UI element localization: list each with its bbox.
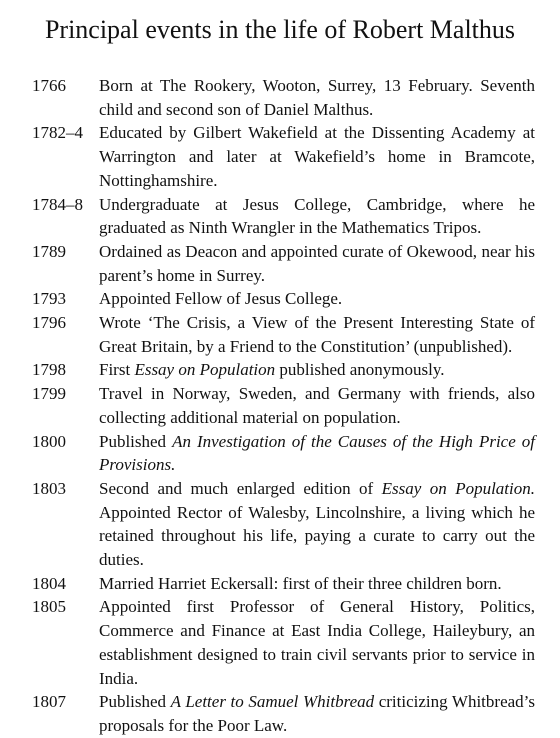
description-text: Appointed Rector of Walesby, Lincolnshire, a living which he retained throughout his life, paying a curate to carry out the duties. (99, 502, 535, 570)
event-year: 1766 (32, 76, 66, 95)
description-text: Appointed Fellow of Jesus College. (99, 289, 343, 309)
italic-title-text: Essay on Population. (381, 478, 535, 498)
event-description (99, 690, 535, 737)
event-entry (0, 595, 560, 690)
event-entry (0, 193, 560, 240)
event-description (99, 595, 535, 690)
event-entry (0, 358, 560, 382)
event-year: 1782–4 (32, 123, 83, 143)
event-year: 1803 (32, 478, 66, 498)
event-description (99, 74, 535, 121)
description-text: Married Harriet Eckersall: first of their three children born. (99, 573, 502, 593)
event-entry (0, 74, 560, 121)
page-title: Principal events in the life of Robert Malthus (44, 15, 516, 44)
event-description (99, 477, 535, 572)
description-text: Born at The Rookery, Wooton, Surrey, 13 February. Seventh child and second son of Daniel Malthus. (99, 76, 535, 119)
description-text: Travel in Norway, Sweden, and Germany with friends, also collecting additional material on population. (99, 384, 535, 427)
event-entry (0, 572, 560, 596)
italic-title-text: A Letter to Samuel Whitbread (170, 692, 375, 712)
event-description (99, 121, 535, 192)
event-year: 1799 (32, 384, 66, 404)
event-entry (0, 287, 560, 311)
event-year: 1800 (32, 431, 66, 451)
event-description (99, 240, 535, 287)
event-year: 1784–8 (32, 194, 83, 214)
event-list (0, 74, 560, 738)
event-year: 1805 (32, 597, 66, 617)
description-text: First (99, 360, 135, 380)
event-description (99, 287, 535, 311)
description-text: Educated by Gilbert Wakefield at the Dissenting Academy at Warrington and later at Wakefield’s home in Bramcote, Nottinghamshire. (99, 123, 535, 190)
event-entry (0, 690, 560, 737)
event-year: 1796 (32, 313, 66, 333)
event-entry (0, 382, 560, 429)
event-description (99, 382, 535, 429)
event-entry (0, 121, 560, 192)
event-description (99, 193, 535, 240)
event-year: 1793 (32, 289, 66, 309)
event-entry (0, 430, 560, 477)
description-text: Undergraduate at Jesus College, Cambridge, where he graduated as Ninth Wrangler in the Mathematics Tripos. (99, 194, 535, 238)
event-description (99, 358, 535, 382)
description-text: published anonymously. (275, 360, 445, 380)
event-year: 1804 (32, 573, 66, 593)
event-entry (0, 477, 560, 572)
event-description (99, 430, 535, 477)
event-description (99, 311, 535, 358)
description-text: criticizing Whitbread’s proposals for the Poor Law. (99, 692, 535, 735)
description-text: Appointed first Professor of General History, Politics, Commerce and Finance at East India College, Haileybury, an establishment designed to train civil servants prior to service in India. (99, 597, 535, 688)
event-year: 1798 (32, 360, 66, 380)
event-entry (0, 311, 560, 358)
description-text: Wrote ‘The Crisis, a View of the Present Interesting State of Great Britain, by a Friend to the Constitution’ (unpublished). (99, 313, 535, 356)
description-text: Published (99, 431, 173, 451)
event-entry (0, 240, 560, 287)
description-text: Second and much enlarged edition of (99, 478, 382, 498)
italic-title-text: Essay on Population (134, 360, 276, 380)
italic-title-text: An Investigation of the Causes of the High Price of Provisions. (99, 431, 535, 475)
event-description (99, 572, 535, 596)
event-year: 1789 (32, 241, 66, 261)
description-text: Ordained as Deacon and appointed curate of Okewood, near his parent’s home in Surrey. (99, 241, 535, 285)
event-year: 1807 (32, 692, 66, 712)
description-text: Published (99, 692, 171, 712)
